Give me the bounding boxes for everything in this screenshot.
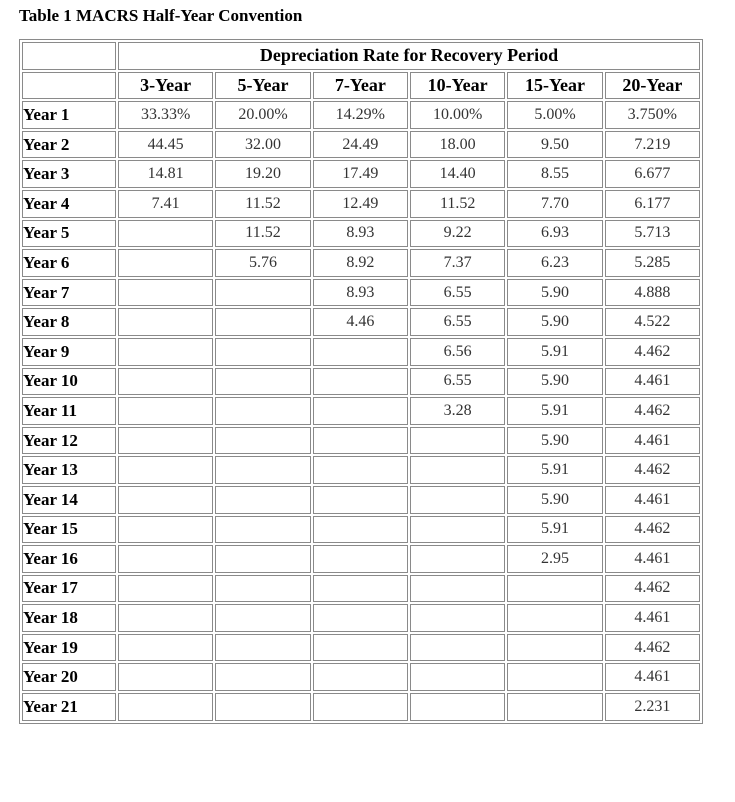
rate-cell: 5.00% bbox=[507, 101, 602, 129]
rate-cell bbox=[118, 634, 213, 662]
rate-cell: 8.92 bbox=[313, 249, 408, 277]
row-label: Year 20 bbox=[22, 663, 116, 691]
rate-cell bbox=[410, 427, 505, 455]
rate-cell bbox=[313, 397, 408, 425]
row-label: Year 10 bbox=[22, 368, 116, 396]
rate-cell: 3.28 bbox=[410, 397, 505, 425]
rate-cell: 5.713 bbox=[605, 220, 700, 248]
rate-cell: 4.461 bbox=[605, 545, 700, 573]
rate-cell: 20.00% bbox=[215, 101, 310, 129]
table-row bbox=[22, 101, 700, 129]
table-row bbox=[22, 663, 700, 691]
rate-cell: 6.55 bbox=[410, 279, 505, 307]
row-label: Year 13 bbox=[22, 456, 116, 484]
rate-cell bbox=[118, 486, 213, 514]
rate-cell bbox=[507, 634, 602, 662]
table-row bbox=[22, 338, 700, 366]
rate-cell bbox=[215, 368, 310, 396]
row-label: Year 1 bbox=[22, 101, 116, 129]
rate-cell: 11.52 bbox=[215, 190, 310, 218]
rate-cell: 14.40 bbox=[410, 160, 505, 188]
rate-cell: 19.20 bbox=[215, 160, 310, 188]
rate-cell: 4.462 bbox=[605, 456, 700, 484]
table-row bbox=[22, 190, 700, 218]
rate-cell: 6.23 bbox=[507, 249, 602, 277]
rate-cell: 6.55 bbox=[410, 368, 505, 396]
table-row bbox=[22, 279, 700, 307]
rate-cell: 4.462 bbox=[605, 634, 700, 662]
row-label: Year 21 bbox=[22, 693, 116, 721]
row-label: Year 15 bbox=[22, 516, 116, 544]
rate-cell bbox=[313, 486, 408, 514]
rate-cell: 33.33% bbox=[118, 101, 213, 129]
table-caption: Table 1 MACRS Half-Year Convention bbox=[19, 6, 303, 25]
rate-cell: 4.462 bbox=[605, 338, 700, 366]
rate-cell bbox=[215, 604, 310, 632]
header-title-row bbox=[22, 42, 700, 70]
rate-cell: 5.285 bbox=[605, 249, 700, 277]
rate-cell bbox=[118, 604, 213, 632]
table-row bbox=[22, 131, 700, 159]
row-label: Year 12 bbox=[22, 427, 116, 455]
rate-cell: 9.50 bbox=[507, 131, 602, 159]
column-header: 3-Year bbox=[118, 72, 213, 100]
table-row bbox=[22, 368, 700, 396]
table-row bbox=[22, 427, 700, 455]
rate-cell: 11.52 bbox=[410, 190, 505, 218]
row-label: Year 19 bbox=[22, 634, 116, 662]
column-header: 7-Year bbox=[313, 72, 408, 100]
rate-cell: 2.231 bbox=[605, 693, 700, 721]
column-header: 5-Year bbox=[215, 72, 310, 100]
rate-cell bbox=[313, 575, 408, 603]
rate-cell: 5.91 bbox=[507, 456, 602, 484]
rate-cell bbox=[410, 663, 505, 691]
rate-cell: 44.45 bbox=[118, 131, 213, 159]
rate-cell bbox=[215, 545, 310, 573]
rate-cell bbox=[215, 427, 310, 455]
rate-cell: 32.00 bbox=[215, 131, 310, 159]
rate-cell bbox=[410, 634, 505, 662]
table-row bbox=[22, 220, 700, 248]
rate-cell bbox=[118, 516, 213, 544]
rate-cell bbox=[118, 693, 213, 721]
rate-cell: 5.91 bbox=[507, 338, 602, 366]
rate-cell: 6.677 bbox=[605, 160, 700, 188]
rate-cell bbox=[118, 397, 213, 425]
table-row bbox=[22, 486, 700, 514]
rate-cell bbox=[118, 249, 213, 277]
row-label: Year 17 bbox=[22, 575, 116, 603]
row-label: Year 5 bbox=[22, 220, 116, 248]
rate-cell bbox=[507, 693, 602, 721]
row-label: Year 3 bbox=[22, 160, 116, 188]
table-row bbox=[22, 160, 700, 188]
rate-cell bbox=[313, 604, 408, 632]
rate-cell: 2.95 bbox=[507, 545, 602, 573]
table-row bbox=[22, 604, 700, 632]
rate-cell bbox=[313, 634, 408, 662]
rate-cell bbox=[507, 604, 602, 632]
rate-cell bbox=[507, 575, 602, 603]
rate-cell: 5.90 bbox=[507, 486, 602, 514]
rate-cell: 4.462 bbox=[605, 397, 700, 425]
rate-cell: 5.90 bbox=[507, 368, 602, 396]
rate-cell: 8.93 bbox=[313, 279, 408, 307]
rate-cell: 4.461 bbox=[605, 368, 700, 396]
rate-cell bbox=[410, 575, 505, 603]
rate-cell: 6.55 bbox=[410, 308, 505, 336]
rate-cell bbox=[118, 220, 213, 248]
rate-cell bbox=[118, 663, 213, 691]
rate-cell: 8.93 bbox=[313, 220, 408, 248]
column-header: 20-Year bbox=[605, 72, 700, 100]
rate-cell: 14.29% bbox=[313, 101, 408, 129]
rate-cell bbox=[215, 663, 310, 691]
row-label: Year 8 bbox=[22, 308, 116, 336]
rate-cell: 24.49 bbox=[313, 131, 408, 159]
table-row bbox=[22, 634, 700, 662]
rate-cell bbox=[507, 663, 602, 691]
rate-cell bbox=[215, 575, 310, 603]
table-row bbox=[22, 308, 700, 336]
rate-cell bbox=[215, 486, 310, 514]
rate-cell: 7.219 bbox=[605, 131, 700, 159]
rate-cell: 5.90 bbox=[507, 427, 602, 455]
column-header: 10-Year bbox=[410, 72, 505, 100]
rate-cell: 4.522 bbox=[605, 308, 700, 336]
rate-cell bbox=[313, 427, 408, 455]
table-row bbox=[22, 693, 700, 721]
rate-cell bbox=[118, 545, 213, 573]
rate-cell bbox=[118, 338, 213, 366]
row-label: Year 2 bbox=[22, 131, 116, 159]
rate-cell bbox=[118, 308, 213, 336]
rate-cell: 5.76 bbox=[215, 249, 310, 277]
row-label: Year 14 bbox=[22, 486, 116, 514]
rate-cell bbox=[118, 427, 213, 455]
table-row bbox=[22, 516, 700, 544]
rate-cell bbox=[410, 486, 505, 514]
rate-cell: 4.462 bbox=[605, 575, 700, 603]
rate-cell bbox=[118, 575, 213, 603]
rate-cell bbox=[118, 368, 213, 396]
rate-cell bbox=[215, 308, 310, 336]
rate-cell bbox=[313, 693, 408, 721]
rate-cell: 8.55 bbox=[507, 160, 602, 188]
rate-cell bbox=[215, 516, 310, 544]
rate-cell: 4.461 bbox=[605, 663, 700, 691]
rate-cell: 7.37 bbox=[410, 249, 505, 277]
row-label: Year 16 bbox=[22, 545, 116, 573]
rate-cell bbox=[118, 279, 213, 307]
rate-cell: 6.177 bbox=[605, 190, 700, 218]
rate-cell bbox=[215, 634, 310, 662]
row-label: Year 11 bbox=[22, 397, 116, 425]
rate-cell bbox=[215, 279, 310, 307]
rate-cell: 4.461 bbox=[605, 486, 700, 514]
macrs-table bbox=[19, 39, 703, 724]
rate-cell bbox=[313, 456, 408, 484]
column-header-row bbox=[22, 72, 700, 100]
rate-cell bbox=[215, 338, 310, 366]
row-label: Year 9 bbox=[22, 338, 116, 366]
rate-cell: 4.461 bbox=[605, 427, 700, 455]
rate-cell bbox=[313, 545, 408, 573]
rate-cell: 5.91 bbox=[507, 516, 602, 544]
rate-cell bbox=[313, 663, 408, 691]
rate-cell: 6.56 bbox=[410, 338, 505, 366]
row-label: Year 6 bbox=[22, 249, 116, 277]
rate-cell: 18.00 bbox=[410, 131, 505, 159]
rate-cell: 9.22 bbox=[410, 220, 505, 248]
table-row bbox=[22, 545, 700, 573]
rate-cell bbox=[215, 456, 310, 484]
table-row bbox=[22, 575, 700, 603]
row-label: Year 18 bbox=[22, 604, 116, 632]
rate-cell bbox=[410, 516, 505, 544]
row-label: Year 4 bbox=[22, 190, 116, 218]
corner-cell-lower bbox=[22, 72, 116, 100]
rate-cell bbox=[118, 456, 213, 484]
table-row bbox=[22, 397, 700, 425]
header-title: Depreciation Rate for Recovery Period bbox=[118, 42, 700, 70]
rate-cell bbox=[215, 397, 310, 425]
table-row bbox=[22, 456, 700, 484]
rate-cell: 4.462 bbox=[605, 516, 700, 544]
rate-cell: 10.00% bbox=[410, 101, 505, 129]
rate-cell: 3.750% bbox=[605, 101, 700, 129]
rate-cell: 5.90 bbox=[507, 279, 602, 307]
rate-cell: 12.49 bbox=[313, 190, 408, 218]
rate-cell bbox=[215, 693, 310, 721]
rate-cell: 14.81 bbox=[118, 160, 213, 188]
corner-cell bbox=[22, 42, 116, 70]
rate-cell bbox=[313, 368, 408, 396]
rate-cell: 7.41 bbox=[118, 190, 213, 218]
rate-cell bbox=[313, 516, 408, 544]
rate-cell bbox=[313, 338, 408, 366]
rate-cell: 4.461 bbox=[605, 604, 700, 632]
table-row bbox=[22, 249, 700, 277]
rate-cell: 7.70 bbox=[507, 190, 602, 218]
rate-cell: 5.91 bbox=[507, 397, 602, 425]
rate-cell: 4.888 bbox=[605, 279, 700, 307]
rate-cell bbox=[410, 693, 505, 721]
rate-cell: 5.90 bbox=[507, 308, 602, 336]
rate-cell bbox=[410, 545, 505, 573]
table-body bbox=[22, 101, 700, 720]
rate-cell: 11.52 bbox=[215, 220, 310, 248]
table-header bbox=[22, 42, 700, 99]
column-header: 15-Year bbox=[507, 72, 602, 100]
rate-cell: 17.49 bbox=[313, 160, 408, 188]
rate-cell: 6.93 bbox=[507, 220, 602, 248]
row-label: Year 7 bbox=[22, 279, 116, 307]
rate-cell bbox=[410, 456, 505, 484]
rate-cell: 4.46 bbox=[313, 308, 408, 336]
rate-cell bbox=[410, 604, 505, 632]
